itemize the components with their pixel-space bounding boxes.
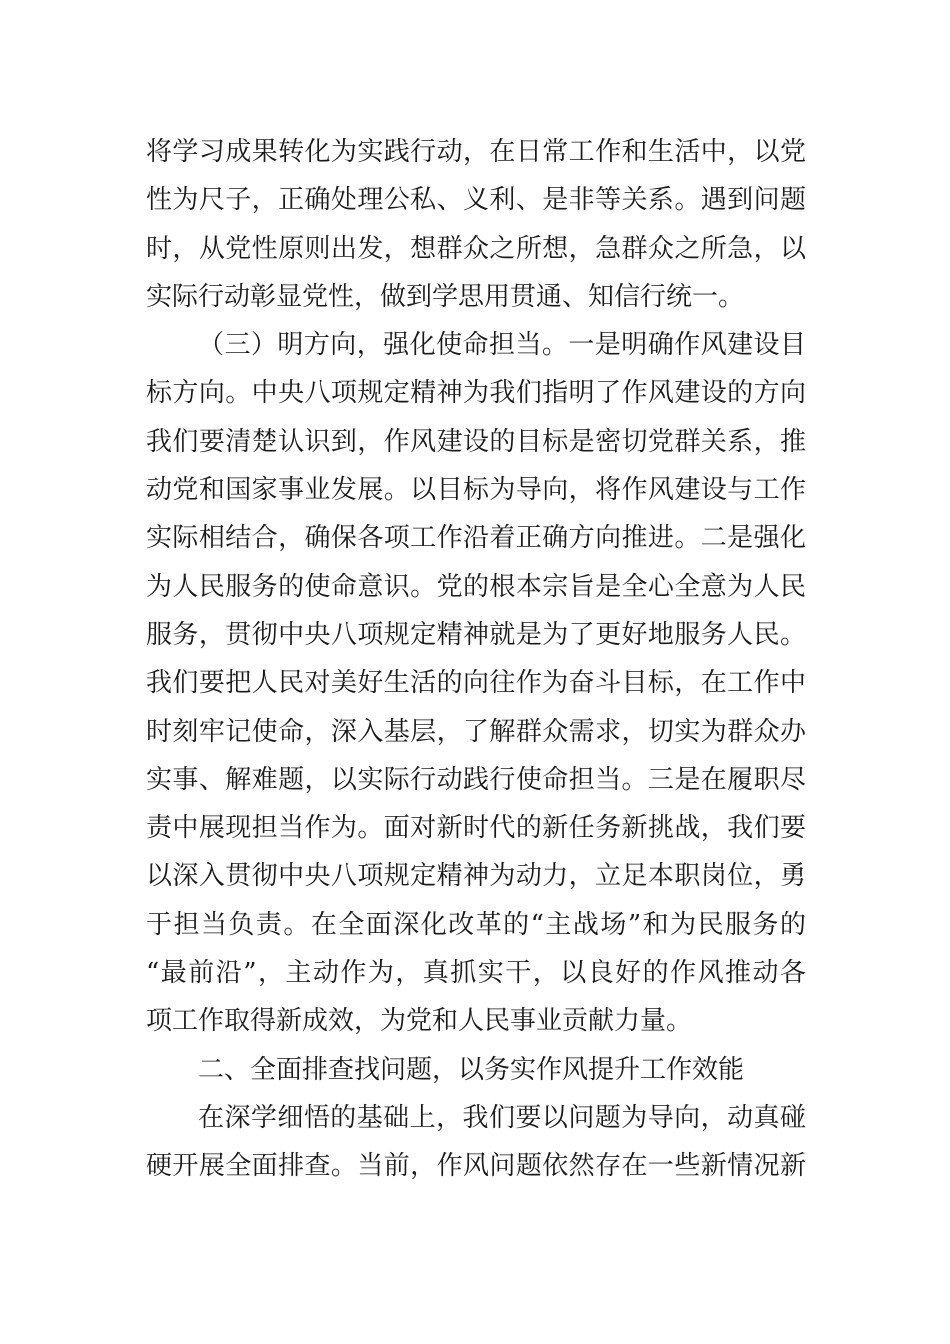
subheading-line: （三）明方向，强化使命担当。一是明确作风建设目 — [198, 330, 806, 361]
section-heading: 二、全面排查找问题，以务实作风提升工作效能 — [198, 1054, 745, 1085]
paragraph-line: 为人民服务的使命意识。党的根本宗旨是全心全意为人民 — [146, 571, 806, 602]
paragraph-line: 以深入贯彻中央八项规定精神为动力，立足本职岗位，勇 — [146, 861, 806, 892]
paragraph-line: 动党和国家事业发展。以目标为导向，将作风建设与工作 — [146, 475, 806, 506]
paragraph-line: 项工作取得新成效，为党和人民事业贡献力量。 — [146, 1006, 693, 1037]
document-body — [146, 128, 806, 1191]
paragraph-line: 我们要清楚认识到，作风建设的目标是密切党群关系，推 — [146, 426, 806, 457]
paragraph-line: 服务，贯彻中央八项规定精神就是为了更好地服务人民。 — [146, 619, 806, 650]
paragraph-line: 将学习成果转化为实践行动，在日常工作和生活中，以党 — [146, 137, 806, 167]
paragraph-line: 性为尺子，正确处理公私、义利、是非等关系。遇到问题 — [146, 185, 806, 216]
paragraph-line: 硬开展全面排查。当前，作风问题依然存在一些新情况新 — [146, 1151, 806, 1182]
paragraph-line: 时，从党性原则出发，想群众之所想，急群众之所急，以 — [146, 233, 806, 264]
paragraph-line: 实事、解难题，以实际行动践行使命担当。三是在履职尽 — [146, 764, 806, 795]
paragraph-line: “最前沿”，主动作为，真抓实干，以良好的作风推动各 — [146, 958, 806, 989]
paragraph-line: 时刻牢记使命，深入基层，了解群众需求，切实为群众办 — [146, 716, 806, 747]
paragraph-line: 实际行动彰显党性，做到学思用贯通、知信行统一。 — [146, 281, 745, 312]
paragraph-line: 于担当负责。在全面深化改革的“主战场”和为民服务的 — [146, 909, 806, 940]
paragraph-line: 在深学细悟的基础上，我们要以问题为导向，动真碰 — [198, 1102, 806, 1133]
paragraph-line: 责中展现担当作为。面对新时代的新任务新挑战，我们要 — [146, 813, 806, 844]
paragraph-line: 实际相结合，确保各项工作沿着正确方向推进。二是强化 — [146, 523, 806, 554]
paragraph-line: 标方向。中央八项规定精神为我们指明了作风建设的方向 — [146, 378, 806, 409]
paragraph-line: 我们要把人民对美好生活的向往作为奋斗目标，在工作中 — [146, 668, 806, 699]
